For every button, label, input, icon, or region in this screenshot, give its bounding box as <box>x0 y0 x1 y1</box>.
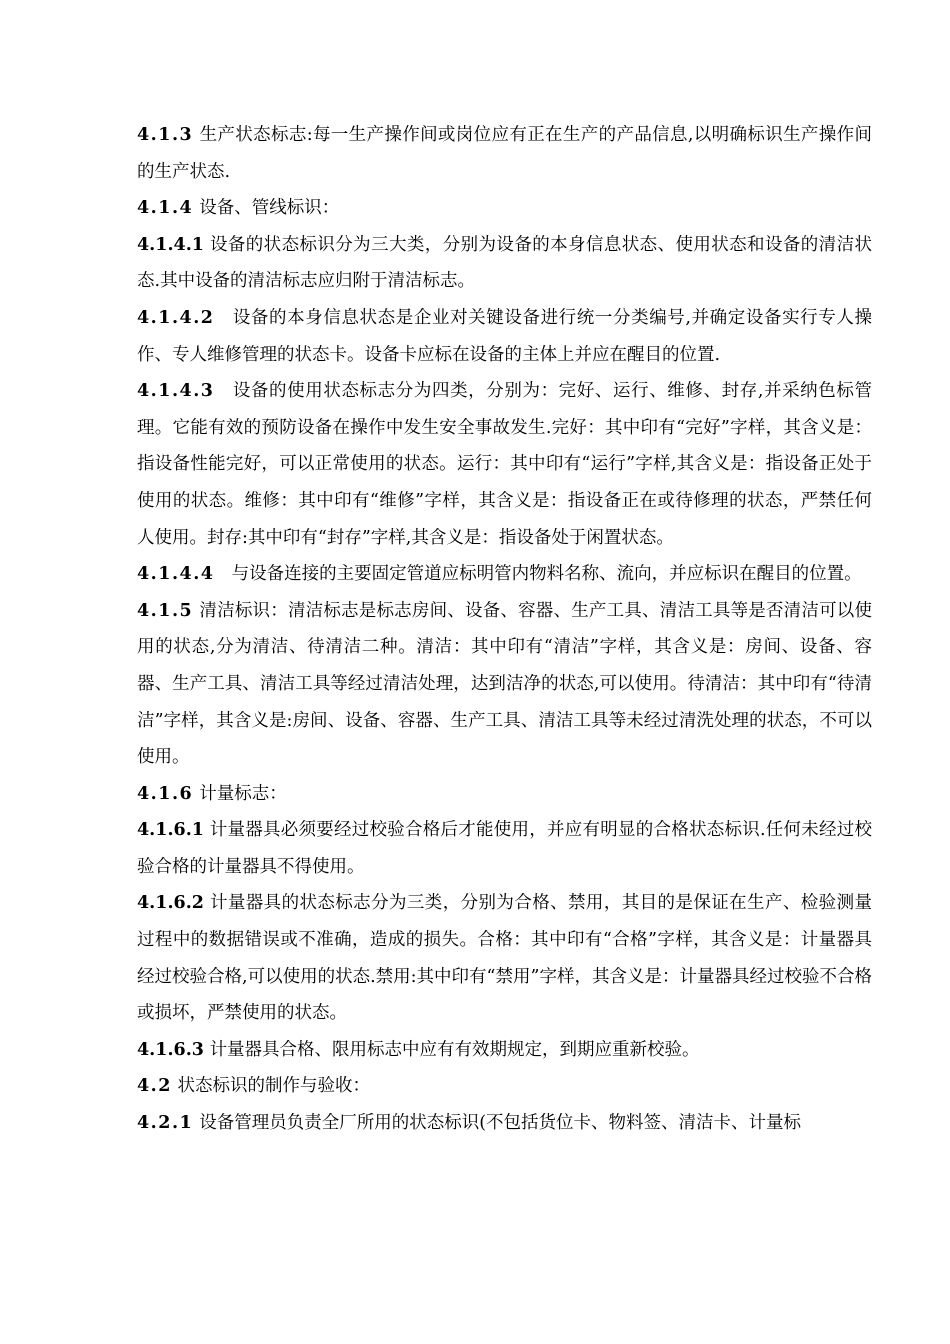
section-text: 设备的本身信息状态是企业对关键设备进行统一分类编号,并确定设备实行专人操作、专人维修管理的状态卡。设备卡应标在设备的主体上并应在醒目的位置. <box>137 307 872 365</box>
section-number: 4.1.6.1 <box>137 820 204 841</box>
section-4-2-1 <box>137 1105 872 1142</box>
section-text: 设备管理员负责全厂所用的状态标识(不包括货位卡、物料签、清洁卡、计量标 <box>199 1113 802 1134</box>
section-text: 生产状态标志:每一生产操作间或岗位应有正在生产的产品信息,以明确标识生产操作间的生产状态. <box>137 125 872 182</box>
section-number: 4.1.4.1 <box>137 234 204 255</box>
section-4-1-4-3 <box>137 373 872 556</box>
section-number: 4.2 <box>137 1076 172 1097</box>
section-number: 4.1.3 <box>137 125 194 145</box>
section-text: 计量器具合格、限用标志中应有有效期规定，到期应重新校验。 <box>209 1039 700 1060</box>
section-4-1-6-1 <box>137 812 872 885</box>
section-text: 与设备连接的主要固定管道应标明管内物料名称、流向，并应标识在醒目的位置。 <box>231 564 862 585</box>
section-text: 设备的状态标识分为三大类，分别为设备的本身信息状态、使用状态和设备的清洁状态.其中设备的清洁标志应归附于清洁标志。 <box>137 234 872 292</box>
section-4-1-4-2 <box>137 300 872 373</box>
section-text: 计量器具的状态标志分为三类，分别为合格、禁用，其目的是保证在生产、检验测量过程中的数据错误或不准确，造成的损失。合格：其中印有“合格”字样，其含义是：计量器具经过校验合格,可以使用的状态.禁用:其中印有“禁用”字样，其含义是：计量器具经过校验不合格或损坏，严禁使用的状态。 <box>137 893 872 1024</box>
section-number: 4.1.4.4 <box>137 564 215 585</box>
document-body <box>137 117 872 1142</box>
section-text: 状态标识的制作与验收： <box>177 1076 371 1097</box>
section-4-1-5 <box>137 593 872 776</box>
section-4-1-4-4 <box>137 556 872 593</box>
section-number: 4.1.5 <box>137 600 194 621</box>
section-text: 清洁标识：清洁标志是标志房间、设备、容器、生产工具、清洁工具等是否清洁可以使用的状态,分为清洁、待清洁二种。清洁：其中印有“清洁”字样，其含义是：房间、设备、容器、生产工具、清洁工具等经过清洁处理，达到洁净的状态,可以使用。待清洁：其中印有“待清洁”字样，其含义是:房间、设备、容器、生产工具、清洁工具等未经过清洗处理的状态，不可以使用。 <box>137 600 872 768</box>
section-number: 4.1.6.2 <box>137 893 204 914</box>
section-4-1-6-2 <box>137 885 872 1031</box>
section-text: 设备的使用状态标志分为四类，分别为：完好、运行、维修、封存,并采纳色标管理。它能有效的预防设备在操作中发生安全事故发生.完好：其中印有“完好”字样，其含义是：指设备性能完好，可以正常使用的状态。运行：其中印有“运行”字样,其含义是：指设备正处于使用的状态。维修：其中印有“维修”字样，其含义是：指设备正在或待修理的状态，严禁任何人使用。封存:其中印有“封存”字样,其含义是：指设备处于闲置状态。 <box>137 381 872 548</box>
section-number: 4.1.6 <box>137 783 194 804</box>
section-number: 4.1.4.2 <box>137 307 215 328</box>
section-number: 4.1.4 <box>137 198 194 219</box>
section-number: 4.1.6.3 <box>137 1039 204 1060</box>
section-4-1-6 <box>137 776 872 813</box>
section-4-1-3 <box>137 117 872 190</box>
section-text: 计量器具必须要经过校验合格后才能使用，并应有明显的合格状态标识.任何未经过校验合格的计量器具不得使用。 <box>137 820 872 877</box>
section-4-1-4 <box>137 190 872 227</box>
section-number: 4.2.1 <box>137 1113 194 1134</box>
section-4-1-4-1 <box>137 227 872 300</box>
section-text: 设备、管线标识： <box>199 198 340 219</box>
section-number: 4.1.4.3 <box>137 381 215 402</box>
section-4-1-6-3 <box>137 1032 872 1069</box>
section-4-2 <box>137 1068 872 1105</box>
section-text: 计量标志： <box>199 783 287 804</box>
